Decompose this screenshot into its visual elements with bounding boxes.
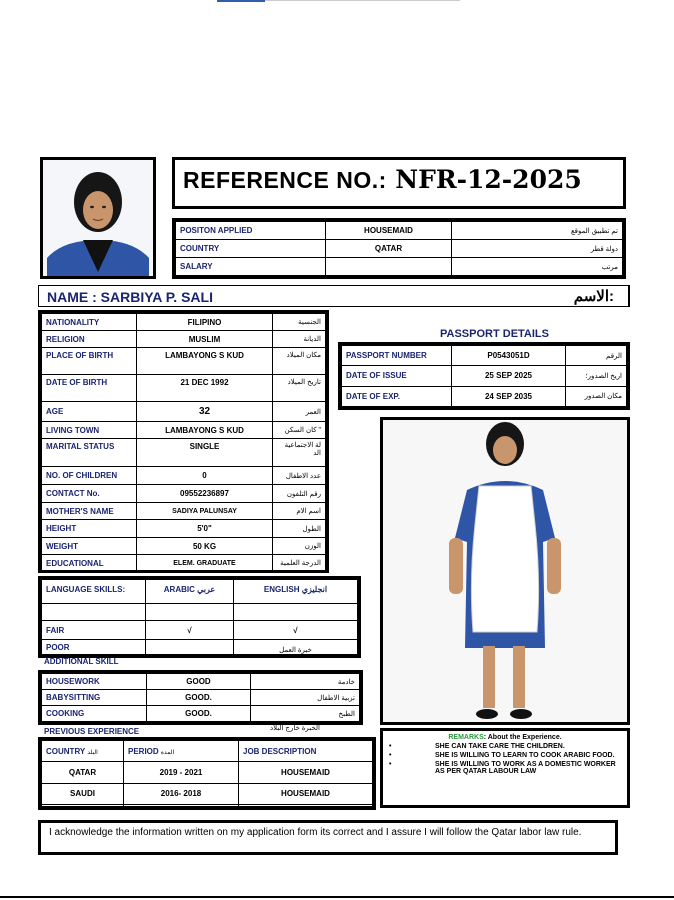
birthplace-label: PLACE OF BIRTH [42,348,137,375]
living-town-value: LAMBAYONG S KUD [137,422,273,439]
fair-label: FAIR [42,621,146,640]
table-row [42,783,373,804]
bullet-icon: • [389,752,392,759]
bullet-icon: • [389,743,392,750]
remarks-box [380,728,630,808]
marital-status-arabic: لة الاجتماعية الد [273,439,326,467]
top-divider [265,0,460,1]
bottom-rule [0,896,674,898]
english-fair-check: √ [234,621,358,640]
table-row [42,580,358,604]
table-row [42,331,326,348]
poor-label: POOR [42,640,146,655]
religion-arabic: الديانة [273,331,326,348]
table-row [42,520,326,538]
table-row [42,640,358,655]
babysitting-value: GOOD. [147,690,251,706]
bullet-icon: • [389,761,392,768]
list-item [389,761,621,775]
reference-label: REFERENCE NO.: [183,167,387,193]
position-table [172,218,626,279]
expiry-date-value: 24 SEP 2035 [452,386,566,406]
age-value: 32 [137,402,273,422]
job-header: JOB DESCRIPTION [239,741,373,762]
table-row [42,348,326,375]
salary-arabic: مرتب [452,258,623,276]
portrait-photo-frame [40,157,156,279]
nationality-value: FILIPINO [137,314,273,331]
mother-name-value: SADIYA PALUNSAY [137,503,273,520]
weight-value: 50 KG [137,538,273,555]
personal-details-table [38,310,329,573]
housework-label: HOUSEWORK [42,674,147,690]
expiry-date-label: DATE OF EXP. [342,386,452,406]
table-row [42,762,373,783]
table-row [42,690,360,706]
age-arabic: العمر [273,402,326,422]
height-arabic: الطول [273,520,326,538]
experience-country: QATAR [42,762,124,783]
cooking-value: GOOD. [147,706,251,722]
babysitting-arabic: تربية الاطفال [251,690,360,706]
living-town-arabic: كان السكن " [273,422,326,439]
table-row [42,467,326,485]
salary-label: SALARY [176,258,326,276]
acknowledgement-text: I acknowledge the information written on my application form its correct and I assure I will follow the Qatar labor law rule. [49,827,582,838]
passport-title: PASSPORT DETAILS [440,328,549,340]
experience-table [38,737,376,810]
weight-label: WEIGHT [42,538,137,555]
arabic-fair-check: √ [146,621,234,640]
table-row [42,741,373,762]
children-label: NO. OF CHILDREN [42,467,137,485]
previous-experience-arabic: الخبرة خارج البلاد [270,725,320,732]
top-accent-bar [217,0,265,2]
table-row [42,538,326,555]
table-row [42,555,326,572]
table-row [342,346,627,366]
age-label: AGE [42,402,137,422]
table-row [42,314,326,331]
country-label: COUNTRY [176,240,326,258]
table-row [42,503,326,520]
living-town-label: LIVING TOWN [42,422,137,439]
country-header-arabic: البلد [87,749,98,756]
experience-job: HOUSEMAID [239,783,373,804]
cooking-label: COOKING [42,706,147,722]
education-label: EDUCATIONAL [42,555,137,572]
nationality-label: NATIONALITY [42,314,137,331]
english-header: ENGLISH انجليزي [234,580,358,604]
table-row [42,402,326,422]
previous-experience-title: PREVIOUS EXPERIENCE [44,727,140,736]
nationality-arabic: الجنسية [273,314,326,331]
religion-value: MUSLIM [137,331,273,348]
arabic-header: ARABIC عربي [146,580,234,604]
table-row [42,439,326,467]
table-row [42,485,326,503]
experience-job: HOUSEMAID [239,762,373,783]
position-label: POSITON APPLIED [176,222,326,240]
table-row [176,240,623,258]
table-row [176,222,623,240]
table-row [42,804,373,806]
remark-text: SHE CAN TAKE CARE THE CHILDREN. [435,743,565,750]
position-arabic: تم تطبيق الموقع [452,222,623,240]
table-row [42,375,326,402]
babysitting-label: BABYSITTING [42,690,147,706]
additional-skills-table [38,670,363,725]
mother-name-label: MOTHER'S NAME [42,503,137,520]
name-bar [38,285,630,307]
list-item [389,752,621,759]
religion-label: RELIGION [42,331,137,348]
height-label: HEIGHT [42,520,137,538]
issue-date-arabic: اريخ الصدور؛ [566,366,627,386]
experience-period: 2019 - 2021 [124,762,239,783]
table-row [42,604,358,621]
housework-value: GOOD [147,674,251,690]
contact-value: 09552236897 [137,485,273,503]
experience-country: SAUDI [42,783,124,804]
cooking-arabic: الطبخ [251,706,360,722]
country-header [42,741,124,762]
additional-skill-title: ADDITIONAL SKILL [44,657,119,666]
passport-table [338,342,630,410]
list-item [389,743,621,750]
issue-date-label: DATE OF ISSUE [342,366,452,386]
passport-number-arabic: الرقم [566,346,627,366]
issue-date-value: 25 SEP 2025 [452,366,566,386]
table-row [42,422,326,439]
mother-name-arabic: اسم الام [273,503,326,520]
language-skills-table [38,576,361,658]
full-body-photo-frame [380,417,630,725]
portrait-photo [43,160,153,276]
birthdate-value: 21 DEC 1992 [137,375,273,402]
weight-arabic: الوزن [273,538,326,555]
period-header-label: PERIOD [128,746,159,756]
contact-arabic: رقم التلفون [273,485,326,503]
applicant-name: NAME : SARBIYA P. SALI [47,289,213,305]
salary-value [326,258,452,276]
reference-box [172,157,626,209]
reference-number: NFR-12-2025 [395,165,582,194]
height-value: 5'0" [137,520,273,538]
remarks-heading [389,734,621,741]
table-row [342,366,627,386]
table-row [42,674,360,690]
birthplace-arabic: مكان الميلاد [273,348,326,375]
name-arabic: الاسم: [573,288,614,305]
remarks-subtitle: : About the Experience. [483,734,562,741]
remark-text: SHE IS WILLING TO WORK AS A DOMESTIC WORKER AS PER QATAR LABOUR LAW [435,761,616,775]
children-arabic: عدد الاطفال [273,467,326,485]
education-arabic: الدرجة العلمية [273,555,326,572]
work-experience-arabic: خبرة العمل [234,640,358,655]
marital-status-label: MARITAL STATUS [42,439,137,467]
table-row [176,258,623,276]
passport-number-value: P0543051D [452,346,566,366]
country-arabic: دولة قطر [452,240,623,258]
period-header-arabic: المدة [160,749,175,756]
table-row [342,386,627,406]
experience-period: 2016- 2018 [124,783,239,804]
passport-number-label: PASSPORT NUMBER [342,346,452,366]
remark-text: SHE IS WILLING TO LEARN TO COOK ARABIC FOOD. [435,752,615,759]
remarks-title: REMARKS [448,734,484,741]
language-skills-label: LANGUAGE SKILLS: [42,580,146,604]
birthplace-value: LAMBAYONG S KUD [137,348,273,375]
marital-status-value: SINGLE [137,439,273,467]
education-value: ELEM. GRADUATE [137,555,273,572]
acknowledgement-box [38,820,618,855]
birthdate-label: DATE OF BIRTH [42,375,137,402]
expiry-date-arabic: مكان الصدور [566,386,627,406]
contact-label: CONTACT No. [42,485,137,503]
table-row [42,621,358,640]
table-row [42,706,360,722]
country-header-label: COUNTRY [46,746,86,756]
housework-arabic: خادمة [251,674,360,690]
country-value: QATAR [326,240,452,258]
position-value: HOUSEMAID [326,222,452,240]
full-body-photo [383,420,627,722]
children-value: 0 [137,467,273,485]
period-header [124,741,239,762]
birthdate-arabic: تاريخ الميلاد [273,375,326,402]
